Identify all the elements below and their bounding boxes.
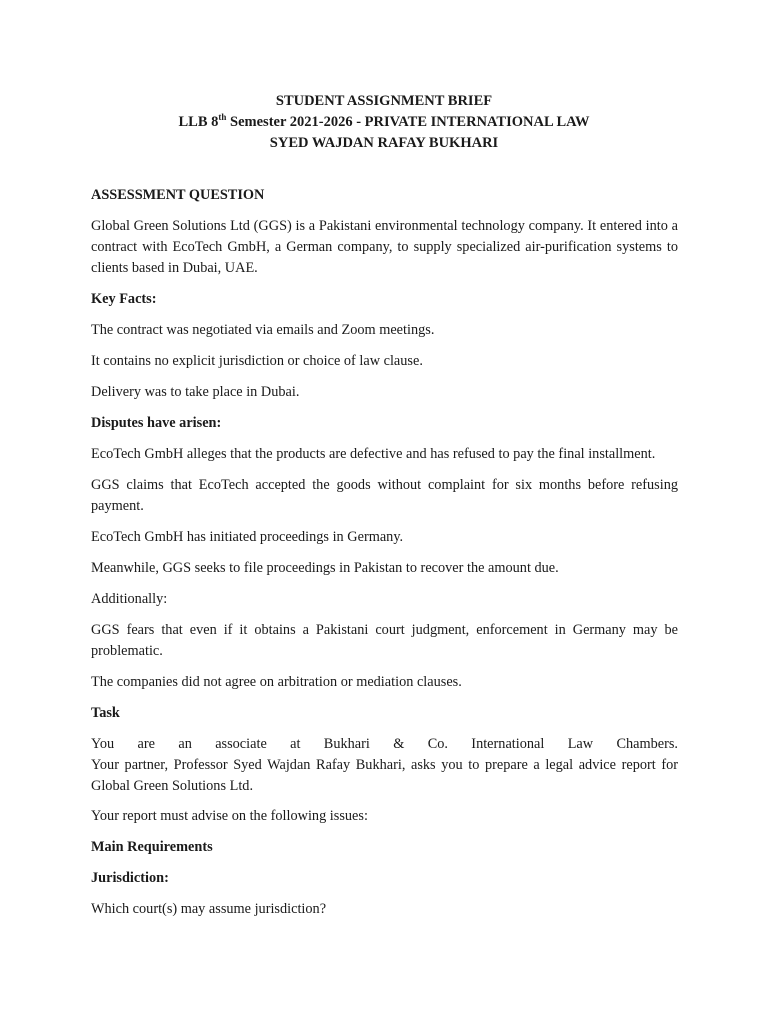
dispute-4: Meanwhile, GGS seeks to file proceedings in Pakistan to recover the amount due. — [91, 560, 559, 576]
fact-2: It contains no explicit jurisdiction or choice of law clause. — [91, 353, 423, 369]
doc-title: STUDENT ASSIGNMENT BRIEF — [275, 93, 493, 109]
additionally-label: Additionally: — [91, 591, 168, 607]
jurisdiction-question: Which court(s) may assume jurisdiction? — [91, 901, 327, 917]
intro-paragraph: Global Green Solutions Ltd (GGS) is a Pakistani environmental technology company. It entered into a contract with EcoTech GmbH, a German company, to supply specialized air-purification systems to clients based in Dubai, UAE. — [91, 218, 678, 276]
main-requirements-heading: Main Requirements — [91, 839, 213, 855]
course-line — [0, 114, 768, 131]
course-line-sup: th — [218, 112, 227, 123]
dispute-3: EcoTech GmbH has initiated proceedings in Germany. — [91, 529, 404, 545]
disputes-heading: Disputes have arisen: — [91, 415, 222, 431]
additional-2: The companies did not agree on arbitration or mediation clauses. — [91, 674, 462, 690]
course-line-post: Semester 2021-2026 - PRIVATE INTERNATIONAL LAW — [226, 114, 590, 130]
dispute-1: EcoTech GmbH alleges that the products are defective and has refused to pay the final installment. — [91, 446, 656, 462]
task-line-1: You are an associate at Bukhari & Co. International Law Chambers. — [91, 736, 678, 752]
dispute-2: GGS claims that EcoTech accepted the goods without complaint for six months before refusing payment. — [91, 477, 678, 514]
jurisdiction-heading: Jurisdiction: — [91, 870, 169, 886]
report-intro: Your report must advise on the following issues: — [91, 808, 368, 824]
additional-1: GGS fears that even if it obtains a Pakistani court judgment, enforcement in Germany may be problematic. — [91, 622, 678, 659]
key-facts-heading: Key Facts: — [91, 291, 157, 307]
fact-1: The contract was negotiated via emails and Zoom meetings. — [91, 322, 435, 338]
task-paragraph: Your partner, Professor Syed Wajdan Rafay Bukhari, asks you to prepare a legal advice report for Global Green Solutions Ltd. — [91, 757, 678, 794]
course-line-pre: LLB 8 — [178, 114, 219, 130]
fact-3: Delivery was to take place in Dubai. — [91, 384, 300, 400]
task-heading: Task — [91, 705, 120, 721]
author-name: SYED WAJDAN RAFAY BUKHARI — [269, 135, 499, 151]
assessment-heading: ASSESSMENT QUESTION — [91, 187, 265, 203]
